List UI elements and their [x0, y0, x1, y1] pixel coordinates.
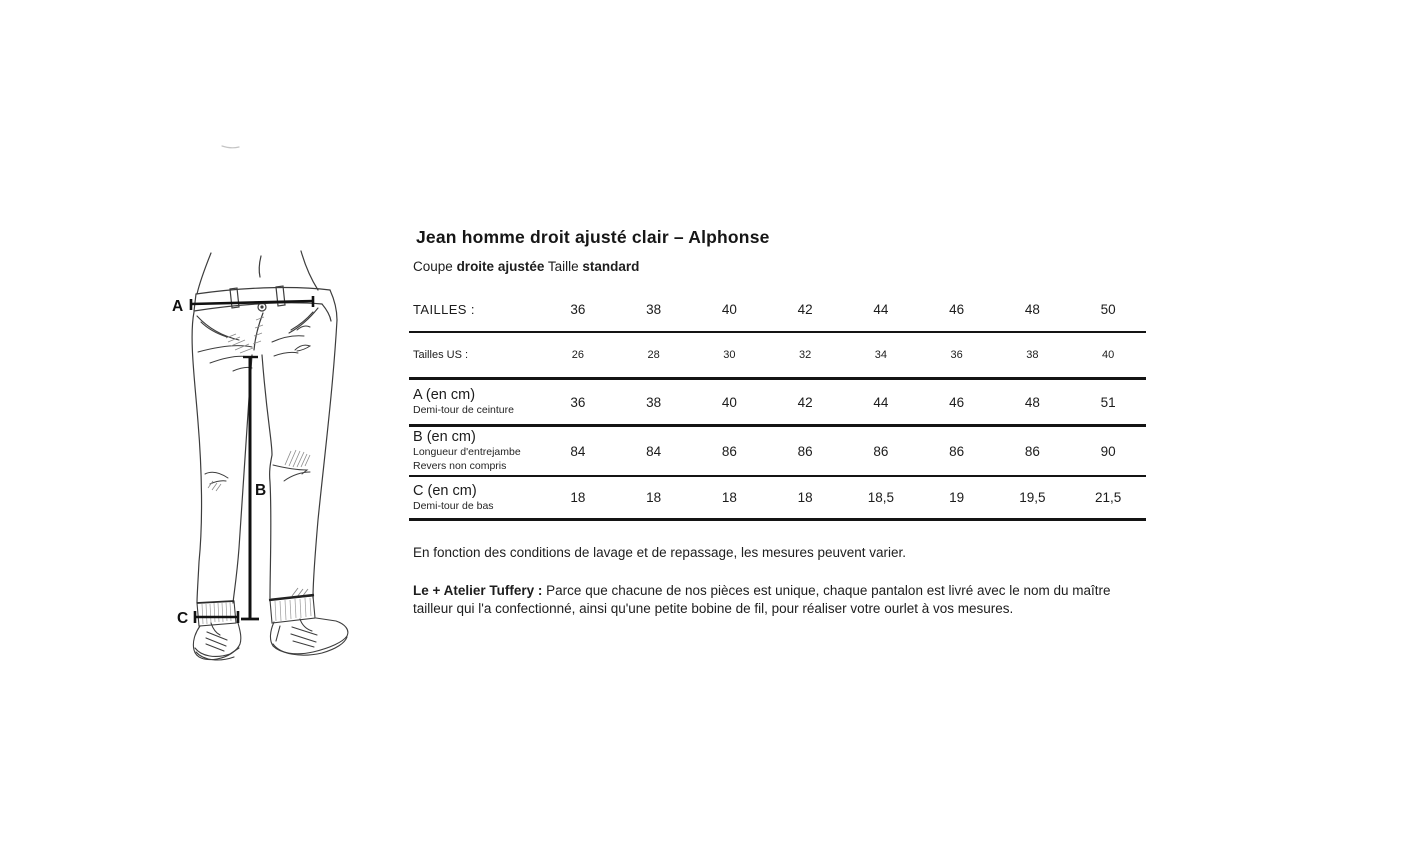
- marker-a-label: A: [172, 298, 184, 315]
- size-value: 44: [873, 394, 889, 410]
- size-value: 38: [1026, 349, 1039, 361]
- taille-value: standard: [582, 259, 640, 274]
- coupe-value: droite ajustée: [456, 259, 545, 274]
- product-subtitle: [413, 259, 639, 274]
- size-value: 32: [799, 349, 812, 361]
- size-value: 28: [647, 349, 660, 361]
- size-value: 26: [571, 349, 584, 361]
- size-value: 48: [1024, 301, 1040, 317]
- size-value: 34: [874, 349, 887, 361]
- size-value: 46: [949, 394, 965, 410]
- size-value: 86: [1024, 443, 1040, 459]
- size-value: 86: [721, 443, 737, 459]
- size-value: 38: [646, 301, 662, 317]
- size-value: 51: [1100, 394, 1116, 410]
- size-table: [409, 287, 1146, 521]
- table-row-measure-b: [409, 427, 1146, 477]
- row-label-measure-c: [409, 483, 540, 513]
- row-sublabel: Revers non compris: [413, 460, 507, 472]
- row-label-tailles: [409, 302, 540, 317]
- row-label-measure-a: [409, 387, 540, 417]
- size-value: 30: [723, 349, 736, 361]
- size-value: 50: [1100, 301, 1116, 317]
- coupe-label: Coupe: [413, 259, 453, 274]
- row-sublabel: Demi-tour de ceinture: [413, 404, 514, 416]
- size-value: 42: [797, 394, 813, 410]
- size-value: 19: [949, 490, 965, 505]
- size-value: 90: [1100, 443, 1116, 459]
- taille-label: Taille: [547, 259, 579, 274]
- table-row-measure-a: [409, 380, 1146, 427]
- atelier-note: [413, 582, 1125, 617]
- right-knee-wrinkles: [273, 450, 310, 481]
- size-value: 84: [570, 443, 586, 459]
- size-value: 42: [797, 301, 813, 317]
- marker-c-label: C: [177, 610, 189, 627]
- row-label-text: C (en cm): [413, 482, 477, 499]
- size-value: 36: [570, 301, 586, 317]
- washing-note: En fonction des conditions de lavage et de repassage, les mesures peuvent varier.: [413, 545, 907, 560]
- row-sublabel: Longueur d'entrejambe: [413, 446, 521, 458]
- size-value: 18: [646, 490, 662, 505]
- size-value: 44: [873, 301, 889, 317]
- torso-faint-mark: [222, 146, 239, 148]
- size-value: 40: [721, 394, 737, 410]
- measurement-c: [195, 611, 238, 623]
- size-value: 21,5: [1094, 490, 1122, 505]
- left-cuff: [197, 601, 236, 626]
- jeans-illustration: [165, 135, 370, 675]
- row-label-us: [409, 349, 540, 361]
- left-knee-wrinkles: [205, 472, 228, 491]
- row-label-text: Tailles US :: [413, 349, 469, 361]
- size-value: 84: [646, 443, 662, 459]
- table-row-measure-c: [409, 477, 1146, 521]
- size-value: 86: [949, 443, 965, 459]
- size-value: 36: [570, 394, 586, 410]
- left-sneaker: [193, 623, 240, 660]
- row-sublabel: Demi-tour de bas: [413, 499, 494, 512]
- size-value: 40: [1102, 349, 1115, 361]
- right-sneaker: [270, 618, 347, 655]
- table-row-tailles: [409, 287, 1146, 333]
- size-value: 36: [950, 349, 963, 361]
- size-value: 18: [797, 490, 813, 505]
- size-value: 18,5: [867, 490, 895, 505]
- size-value: 18: [721, 490, 737, 505]
- legs-outline: [192, 312, 337, 603]
- row-label-text: TAILLES :: [413, 301, 475, 317]
- atelier-note-label: Le + Atelier Tuffery :: [413, 583, 543, 598]
- row-label-text: B (en cm): [413, 429, 476, 445]
- size-value: 86: [873, 443, 889, 459]
- marker-b-label: B: [255, 482, 267, 499]
- right-cuff: [269, 595, 315, 623]
- size-value: 19,5: [1019, 490, 1046, 505]
- atelier-note-text: Parce que chacune de nos pièces est unique, chaque pantalon est livré avec le nom du maître tailleur qui l'a confectionné, ainsi qu'une petite bobine de fil, pour réaliser votre ourlet à vos mesures.: [413, 583, 1111, 616]
- table-row-us: [409, 333, 1146, 380]
- size-value: 18: [570, 490, 586, 505]
- size-value: 38: [646, 394, 662, 410]
- fly: [253, 313, 264, 350]
- page-title: Jean homme droit ajusté clair – Alphonse: [416, 227, 770, 247]
- size-value: 86: [797, 443, 813, 459]
- size-value: 48: [1024, 394, 1040, 410]
- pockets: [197, 308, 318, 340]
- row-label-text: A (en cm): [413, 387, 476, 403]
- size-value: 40: [721, 301, 737, 317]
- size-value: 46: [949, 301, 965, 317]
- row-label-measure-b: [409, 429, 540, 473]
